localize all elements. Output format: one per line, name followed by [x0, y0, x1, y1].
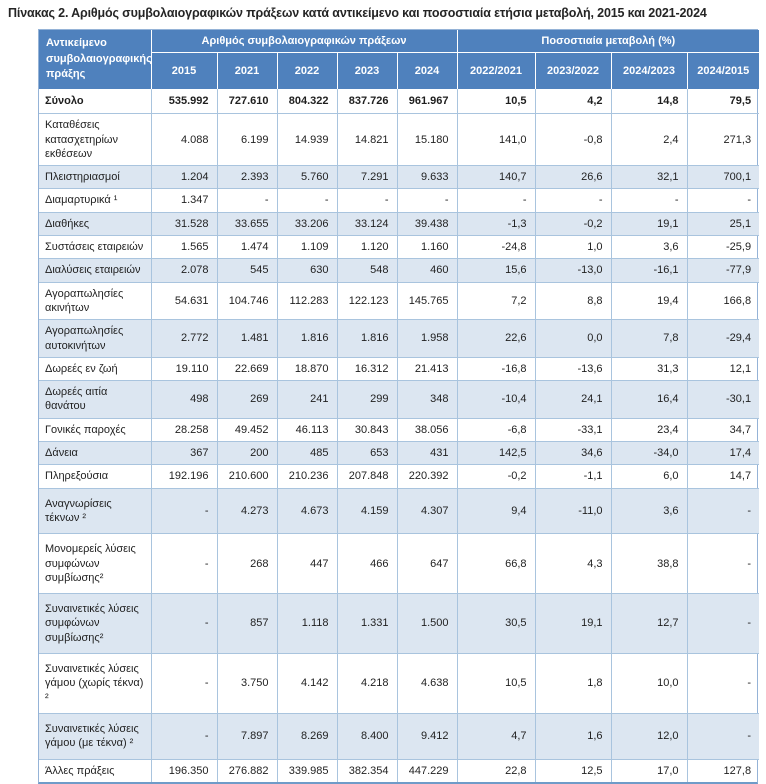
value-cell: 2,4 [611, 114, 687, 166]
value-cell: 653 [337, 442, 397, 465]
value-cell: 1.109 [277, 236, 337, 259]
value-cell: 14,7 [687, 465, 759, 488]
row-label-cell: Καταθέσεις κατασχετηρίων εκθέσεων [39, 114, 151, 166]
value-cell: 33.655 [217, 212, 277, 235]
value-cell: 545 [217, 259, 277, 282]
value-cell: 15,6 [457, 259, 535, 282]
value-cell: -16,8 [457, 357, 535, 380]
value-cell: 49.452 [217, 418, 277, 441]
value-cell: -0,8 [535, 114, 611, 166]
value-cell: 837.726 [337, 89, 397, 114]
value-cell: 548 [337, 259, 397, 282]
value-cell: 12,5 [535, 759, 611, 782]
row-label-cell: Μονομερείς λύσεις συμφώνων συμβίωσης² [39, 534, 151, 594]
row-label-cell: Άλλες πράξεις [39, 759, 151, 782]
row-label-cell: Συστάσεις εταιρειών [39, 236, 151, 259]
table-row [39, 381, 759, 419]
value-cell: -0,2 [535, 212, 611, 235]
value-cell: 4.159 [337, 488, 397, 534]
table-row [39, 114, 759, 166]
value-cell: 142,5 [457, 442, 535, 465]
value-cell: 30,5 [457, 594, 535, 654]
col-header-2023-2022: 2023/2022 [535, 53, 611, 90]
value-cell: 31.528 [151, 212, 217, 235]
value-cell: -29,4 [687, 320, 759, 358]
table-row [39, 89, 759, 114]
value-cell: 14.821 [337, 114, 397, 166]
value-cell: 1,8 [535, 654, 611, 714]
value-cell: 19,1 [611, 212, 687, 235]
value-cell: 18.870 [277, 357, 337, 380]
value-cell: 8,8 [535, 282, 611, 320]
table-row [39, 465, 759, 488]
table-row [39, 488, 759, 534]
value-cell: - [151, 594, 217, 654]
value-cell: 7,8 [611, 320, 687, 358]
value-cell: 804.322 [277, 89, 337, 114]
value-cell: 166,8 [687, 282, 759, 320]
value-cell: 1.565 [151, 236, 217, 259]
row-label-cell: Διαμαρτυρικά ¹ [39, 189, 151, 212]
value-cell: 31,3 [611, 357, 687, 380]
value-cell: 34,7 [687, 418, 759, 441]
value-cell: 54.631 [151, 282, 217, 320]
value-cell: 961.967 [397, 89, 457, 114]
value-cell: 276.882 [217, 759, 277, 782]
col-header-2022: 2022 [277, 53, 337, 90]
col-group-percent-change: Ποσοστιαία μεταβολή (%) [457, 30, 759, 53]
value-cell: 32,1 [611, 166, 687, 189]
value-cell: -77,9 [687, 259, 759, 282]
value-cell: - [611, 189, 687, 212]
value-cell: 0,0 [535, 320, 611, 358]
table-header [39, 30, 759, 89]
value-cell: 2.393 [217, 166, 277, 189]
value-cell: 1.118 [277, 594, 337, 654]
table-container [38, 29, 758, 784]
value-cell: - [397, 189, 457, 212]
value-cell: 14.939 [277, 114, 337, 166]
value-cell: 66,8 [457, 534, 535, 594]
value-cell: 9,4 [457, 488, 535, 534]
value-cell: 466 [337, 534, 397, 594]
row-label-cell: Διαλύσεις εταιρειών [39, 259, 151, 282]
value-cell: 200 [217, 442, 277, 465]
value-cell: 727.610 [217, 89, 277, 114]
value-cell: -1,1 [535, 465, 611, 488]
value-cell: 535.992 [151, 89, 217, 114]
value-cell: 141,0 [457, 114, 535, 166]
value-cell: - [687, 488, 759, 534]
value-cell: 46.113 [277, 418, 337, 441]
value-cell: - [151, 713, 217, 759]
value-cell: 485 [277, 442, 337, 465]
table-row [39, 759, 759, 782]
value-cell: 4.273 [217, 488, 277, 534]
value-cell: 431 [397, 442, 457, 465]
value-cell: 2.772 [151, 320, 217, 358]
value-cell: 498 [151, 381, 217, 419]
value-cell: - [277, 189, 337, 212]
value-cell: 4.673 [277, 488, 337, 534]
value-cell: - [217, 189, 277, 212]
value-cell: 19.110 [151, 357, 217, 380]
value-cell: - [687, 654, 759, 714]
value-cell: -34,0 [611, 442, 687, 465]
value-cell: 367 [151, 442, 217, 465]
value-cell: 271,3 [687, 114, 759, 166]
col-header-2015: 2015 [151, 53, 217, 90]
notarial-acts-table [39, 30, 759, 782]
value-cell: -0,2 [457, 465, 535, 488]
value-cell: - [337, 189, 397, 212]
value-cell: 1.816 [337, 320, 397, 358]
value-cell: 39.438 [397, 212, 457, 235]
value-cell: 26,6 [535, 166, 611, 189]
value-cell: 8.400 [337, 713, 397, 759]
value-cell: 241 [277, 381, 337, 419]
row-label-cell: Διαθήκες [39, 212, 151, 235]
value-cell: 9.633 [397, 166, 457, 189]
value-cell: 1.816 [277, 320, 337, 358]
value-cell: 1.474 [217, 236, 277, 259]
table-row [39, 189, 759, 212]
value-cell: 10,0 [611, 654, 687, 714]
value-cell: 16.312 [337, 357, 397, 380]
value-cell: 38,8 [611, 534, 687, 594]
value-cell: 9.412 [397, 713, 457, 759]
value-cell: 25,1 [687, 212, 759, 235]
value-cell: 3.750 [217, 654, 277, 714]
col-header-2024-2015: 2024/2015 [687, 53, 759, 90]
value-cell: 28.258 [151, 418, 217, 441]
value-cell: 1.331 [337, 594, 397, 654]
table-row [39, 442, 759, 465]
col-header-2023: 2023 [337, 53, 397, 90]
value-cell: 34,6 [535, 442, 611, 465]
value-cell: - [535, 189, 611, 212]
value-cell: 348 [397, 381, 457, 419]
value-cell: 1,0 [535, 236, 611, 259]
col-header-2022-2021: 2022/2021 [457, 53, 535, 90]
table-row [39, 166, 759, 189]
value-cell: -16,1 [611, 259, 687, 282]
table-row [39, 357, 759, 380]
value-cell: 122.123 [337, 282, 397, 320]
value-cell: - [457, 189, 535, 212]
value-cell: - [151, 488, 217, 534]
value-cell: 207.848 [337, 465, 397, 488]
value-cell: 12,1 [687, 357, 759, 380]
table-row [39, 594, 759, 654]
value-cell: 220.392 [397, 465, 457, 488]
value-cell: 196.350 [151, 759, 217, 782]
row-label-cell: Δωρεές εν ζωή [39, 357, 151, 380]
value-cell: 7.291 [337, 166, 397, 189]
value-cell: -11,0 [535, 488, 611, 534]
value-cell: 1.481 [217, 320, 277, 358]
value-cell: -25,9 [687, 236, 759, 259]
value-cell: 12,0 [611, 713, 687, 759]
value-cell: 12,7 [611, 594, 687, 654]
value-cell: 10,5 [457, 654, 535, 714]
row-label-cell: Συναινετικές λύσεις γάμου (με τέκνα) ² [39, 713, 151, 759]
value-cell: 268 [217, 534, 277, 594]
value-cell: -33,1 [535, 418, 611, 441]
row-label-cell: Αγοραπωλησίες ακινήτων [39, 282, 151, 320]
value-cell: 145.765 [397, 282, 457, 320]
value-cell: 30.843 [337, 418, 397, 441]
value-cell: 4,2 [535, 89, 611, 114]
value-cell: 7,2 [457, 282, 535, 320]
value-cell: 4.142 [277, 654, 337, 714]
value-cell: 210.600 [217, 465, 277, 488]
value-cell: 1.160 [397, 236, 457, 259]
value-cell: 10,5 [457, 89, 535, 114]
row-label-cell: Πληρεξούσια [39, 465, 151, 488]
value-cell: 140,7 [457, 166, 535, 189]
value-cell: 15.180 [397, 114, 457, 166]
value-cell: 112.283 [277, 282, 337, 320]
header-group-row [39, 30, 759, 53]
table-row [39, 282, 759, 320]
value-cell: 382.354 [337, 759, 397, 782]
value-cell: 4,3 [535, 534, 611, 594]
row-label-cell: Πλειστηριασμοί [39, 166, 151, 189]
value-cell: 23,4 [611, 418, 687, 441]
value-cell: 857 [217, 594, 277, 654]
value-cell: 1.500 [397, 594, 457, 654]
value-cell: -24,8 [457, 236, 535, 259]
value-cell: 5.760 [277, 166, 337, 189]
value-cell: 299 [337, 381, 397, 419]
table-row [39, 212, 759, 235]
value-cell: - [151, 534, 217, 594]
table-row [39, 534, 759, 594]
value-cell: 7.897 [217, 713, 277, 759]
value-cell: 104.746 [217, 282, 277, 320]
row-label-cell: Δωρεές αιτία θανάτου [39, 381, 151, 419]
row-label-cell: Γονικές παροχές [39, 418, 151, 441]
value-cell: 4,7 [457, 713, 535, 759]
col-header-subject: Αντικείμενο συμβολαιογραφικής πράξης [39, 30, 151, 89]
value-cell: 33.206 [277, 212, 337, 235]
value-cell: 1.120 [337, 236, 397, 259]
value-cell: 24,1 [535, 381, 611, 419]
row-label-cell: Δάνεια [39, 442, 151, 465]
value-cell: 647 [397, 534, 457, 594]
value-cell: -1,3 [457, 212, 535, 235]
value-cell: 17,0 [611, 759, 687, 782]
row-label-cell: Συναινετικές λύσεις γάμου (χωρίς τέκνα) ² [39, 654, 151, 714]
page-title: Πίνακας 2. Αριθμός συμβολαιογραφικών πράξεων κατά αντικείμενο και ποσοστιαία ετήσια μεταβολή, 2015 και 2021-2024 [8, 6, 707, 20]
table-row [39, 320, 759, 358]
value-cell: 19,4 [611, 282, 687, 320]
value-cell: 447 [277, 534, 337, 594]
value-cell: 14,8 [611, 89, 687, 114]
value-cell: - [687, 594, 759, 654]
value-cell: 630 [277, 259, 337, 282]
value-cell: 19,1 [535, 594, 611, 654]
value-cell: 4.088 [151, 114, 217, 166]
value-cell: 38.056 [397, 418, 457, 441]
col-header-2021: 2021 [217, 53, 277, 90]
col-header-2024-2023: 2024/2023 [611, 53, 687, 90]
value-cell: - [687, 713, 759, 759]
value-cell: 4.307 [397, 488, 457, 534]
value-cell: 339.985 [277, 759, 337, 782]
table-row [39, 654, 759, 714]
value-cell: 269 [217, 381, 277, 419]
value-cell: 79,5 [687, 89, 759, 114]
value-cell: 22,6 [457, 320, 535, 358]
value-cell: 700,1 [687, 166, 759, 189]
value-cell: -13,6 [535, 357, 611, 380]
value-cell: 192.196 [151, 465, 217, 488]
value-cell: 21.413 [397, 357, 457, 380]
value-cell: - [151, 654, 217, 714]
value-cell: 3,6 [611, 488, 687, 534]
row-label-cell: Αναγνωρίσεις τέκνων ² [39, 488, 151, 534]
table-body [39, 89, 759, 782]
value-cell: -30,1 [687, 381, 759, 419]
value-cell: 447.229 [397, 759, 457, 782]
col-header-2024: 2024 [397, 53, 457, 90]
value-cell: -10,4 [457, 381, 535, 419]
row-label-cell: Αγοραπωλησίες αυτοκινήτων [39, 320, 151, 358]
value-cell: 1,6 [535, 713, 611, 759]
value-cell: 4.638 [397, 654, 457, 714]
table-row [39, 418, 759, 441]
table-row [39, 259, 759, 282]
value-cell: -13,0 [535, 259, 611, 282]
value-cell: - [687, 534, 759, 594]
row-label-cell: Σύνολο [39, 89, 151, 114]
table-row [39, 713, 759, 759]
row-label-cell: Συναινετικές λύσεις συμφώνων συμβίωσης² [39, 594, 151, 654]
value-cell: 3,6 [611, 236, 687, 259]
value-cell: 6.199 [217, 114, 277, 166]
value-cell: 1.347 [151, 189, 217, 212]
value-cell: -6,8 [457, 418, 535, 441]
col-group-counts: Αριθμός συμβολαιογραφικών πράξεων [151, 30, 457, 53]
value-cell: 2.078 [151, 259, 217, 282]
value-cell: 16,4 [611, 381, 687, 419]
value-cell: 4.218 [337, 654, 397, 714]
value-cell: 6,0 [611, 465, 687, 488]
value-cell: 22,8 [457, 759, 535, 782]
value-cell: 210.236 [277, 465, 337, 488]
value-cell: 22.669 [217, 357, 277, 380]
value-cell: - [687, 189, 759, 212]
value-cell: 127,8 [723, 764, 752, 777]
value-cell: 17,4 [687, 442, 759, 465]
value-cell: 460 [397, 259, 457, 282]
value-cell: 1.958 [397, 320, 457, 358]
table-row [39, 236, 759, 259]
value-cell: 33.124 [337, 212, 397, 235]
value-cell: 8.269 [277, 713, 337, 759]
value-cell: 1.204 [151, 166, 217, 189]
